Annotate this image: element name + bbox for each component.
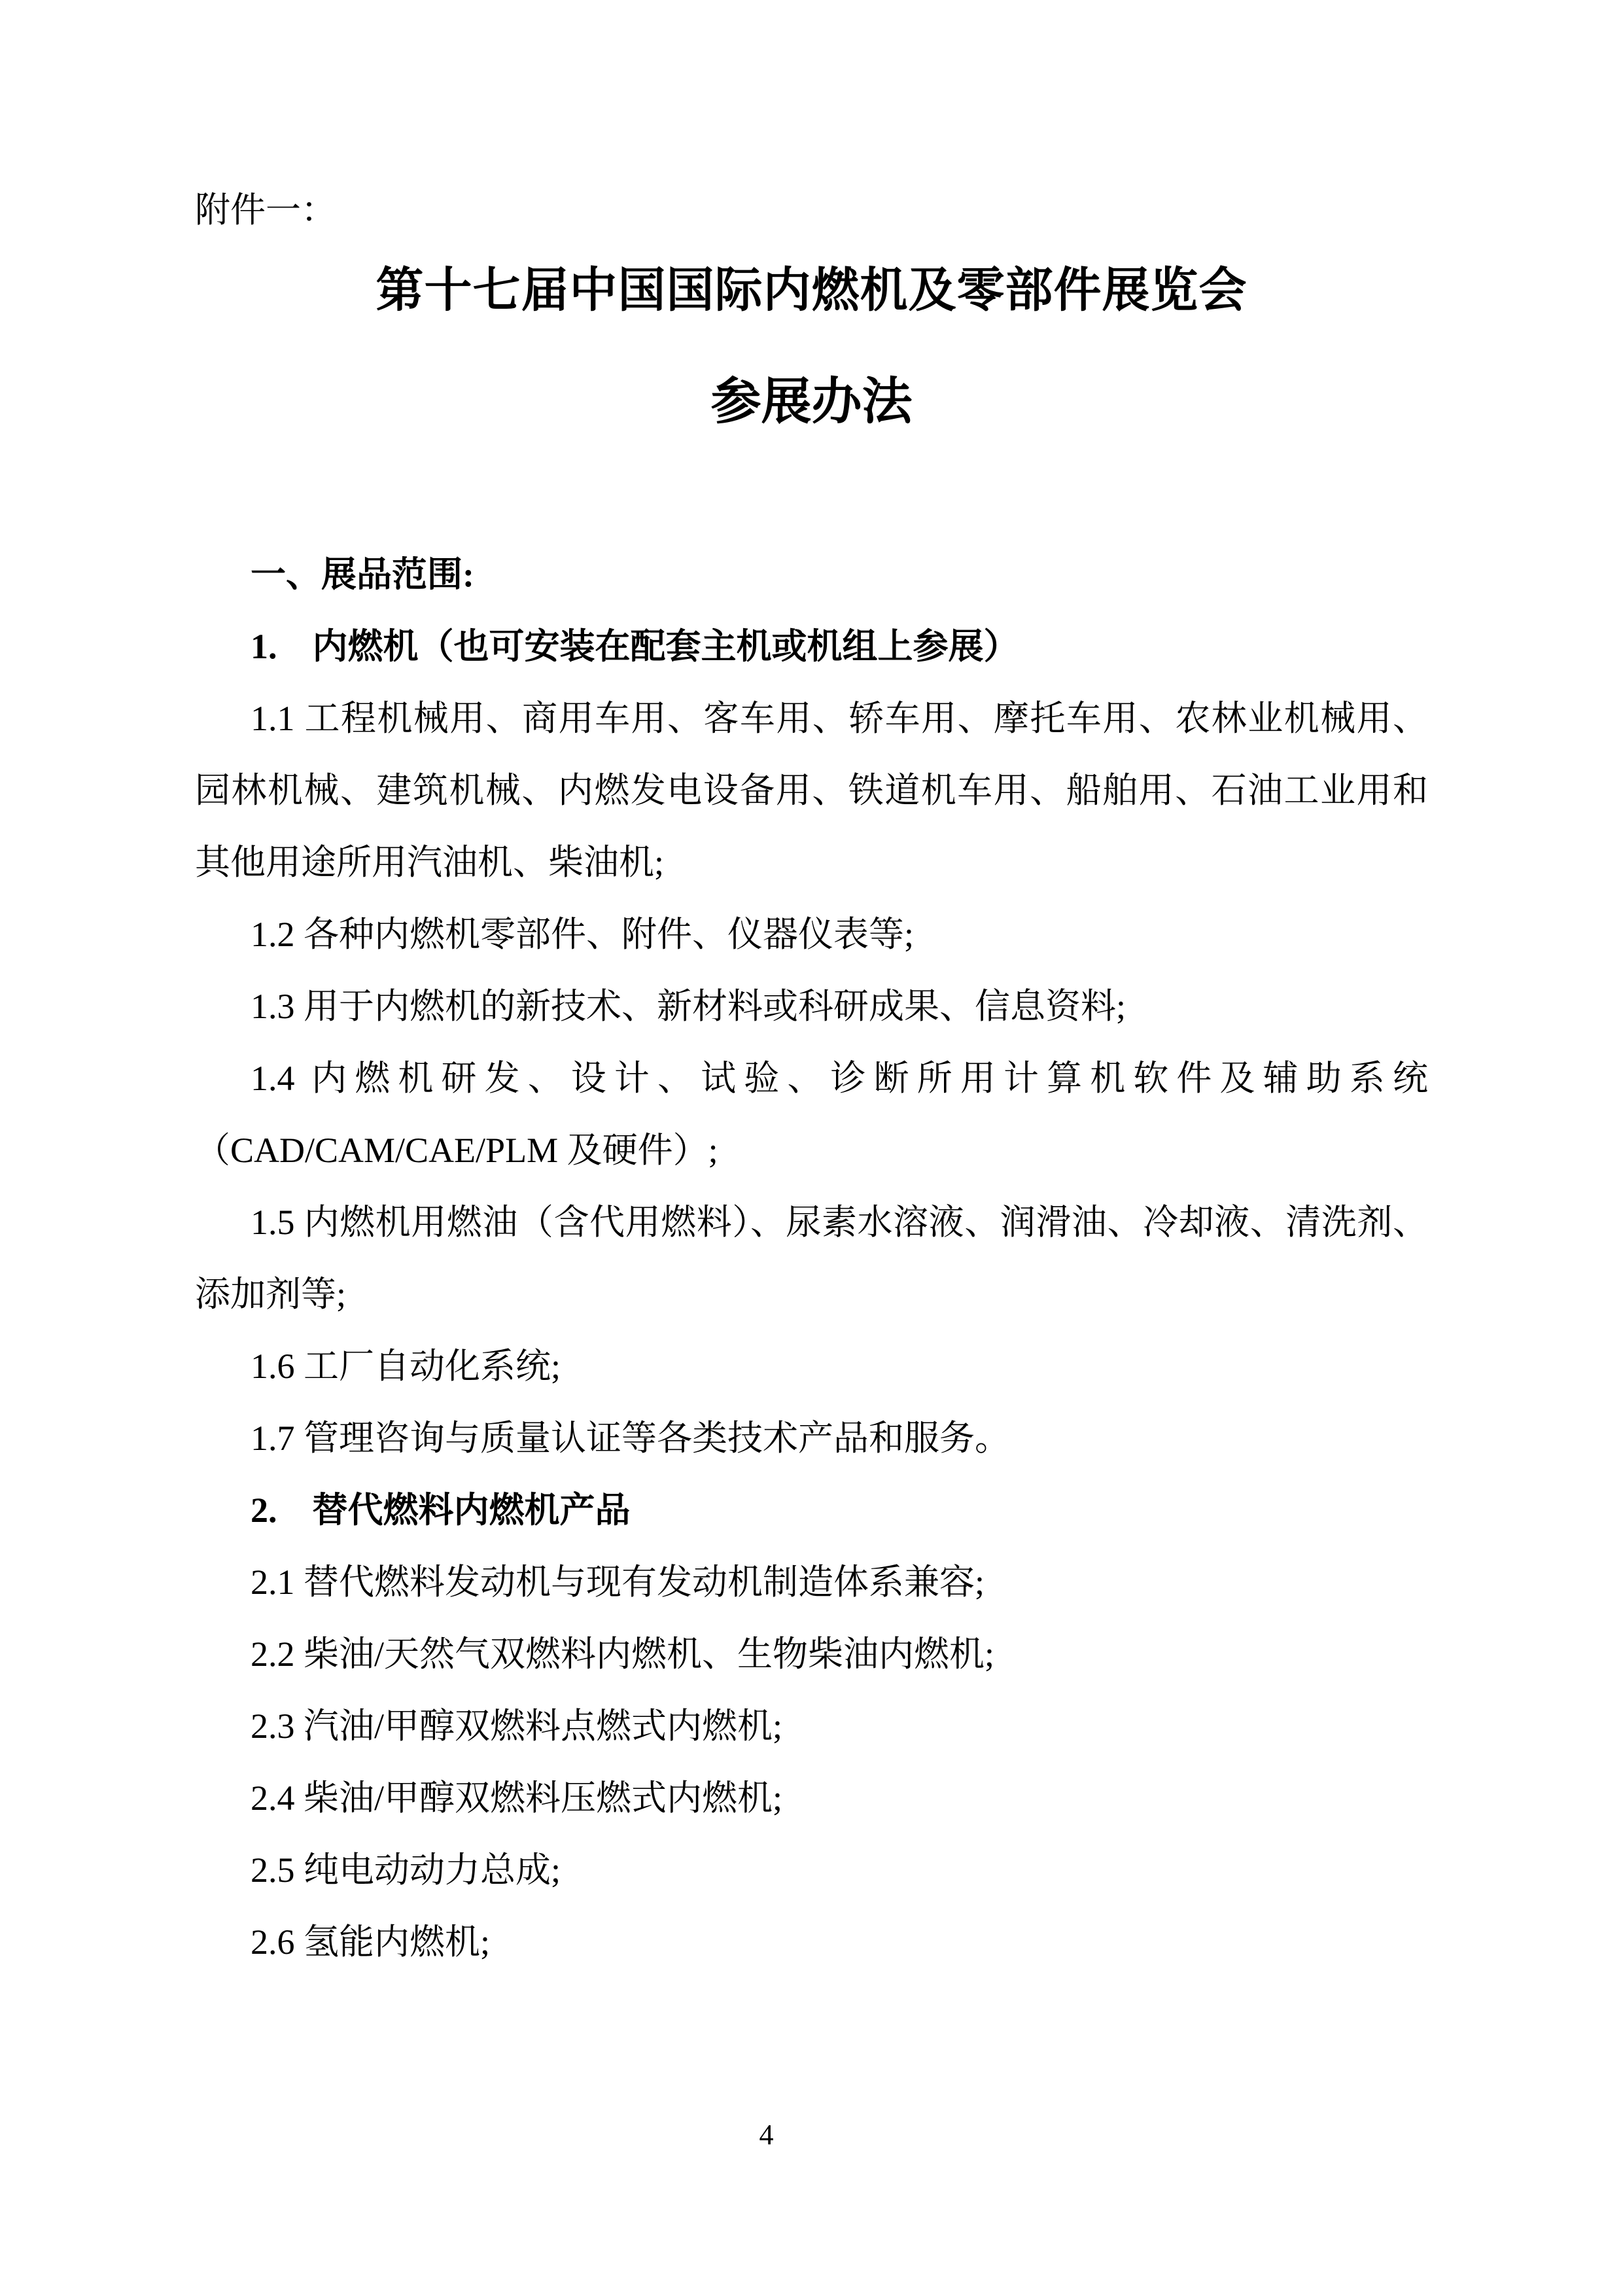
document-title: 第十七届中国国际内燃机及零部件展览会 (375, 264, 1248, 317)
para-2-3: 2.3 汽油/甲醇双燃料点燃式内燃机; (251, 1706, 783, 1746)
attachment-label: 附件一： (195, 190, 336, 230)
para-2-2: 2.2 柴油/天然气双燃料内燃机、生物柴油内燃机; (251, 1634, 995, 1674)
para-2-5: 2.5 纯电动动力总成; (251, 1850, 561, 1890)
document-subtitle: 参展办法 (710, 374, 913, 430)
heading-item-2-alt-fuel: 2. 替代燃料内燃机产品 (251, 1491, 631, 1530)
para-1-6: 1.6 工厂自动化系统; (251, 1347, 561, 1386)
para-1-2: 1.2 各种内燃机零部件、附件、仪器仪表等; (251, 915, 915, 954)
para-2-4: 2.4 柴油/甲醇双燃料压燃式内燃机; (251, 1778, 783, 1818)
para-2-1: 2.1 替代燃料发动机与现有发动机制造体系兼容; (251, 1563, 985, 1602)
document-body (195, 539, 1428, 1978)
para-1-7: 1.7 管理咨询与质量认证等各类技术产品和服务。 (251, 1419, 1010, 1458)
para-1-1: 1.1 工程机械用、商用车用、客车用、轿车用、摩托车用、农林业机械用、园林机械、建筑机械、内燃发电设备用、铁道机车用、船舶用、石油工业用和其他用途所用汽油机、柴油机; (195, 699, 1428, 882)
para-1-3: 1.3 用于内燃机的新技术、新材料或科研成果、信息资料; (251, 987, 1126, 1026)
para-2-6: 2.6 氢能内燃机; (251, 1922, 491, 1962)
para-1-5: 1.5 内燃机用燃油（含代用燃料）、尿素水溶液、润滑油、冷却液、清洗剂、添加剂等; (195, 1203, 1428, 1314)
heading-item-1-ice: 1. 内燃机（也可安装在配套主机或机组上参展） (251, 627, 1019, 666)
para-1-4: 1.4 内燃机研发、设计、试验、诊断所用计算机软件及辅助系统（CAD/CAM/CAE/PLM 及硬件）; (195, 1059, 1428, 1170)
heading-exhibit-scope: 一、展品范围: (251, 555, 474, 594)
page-number: 4 (759, 2119, 774, 2151)
